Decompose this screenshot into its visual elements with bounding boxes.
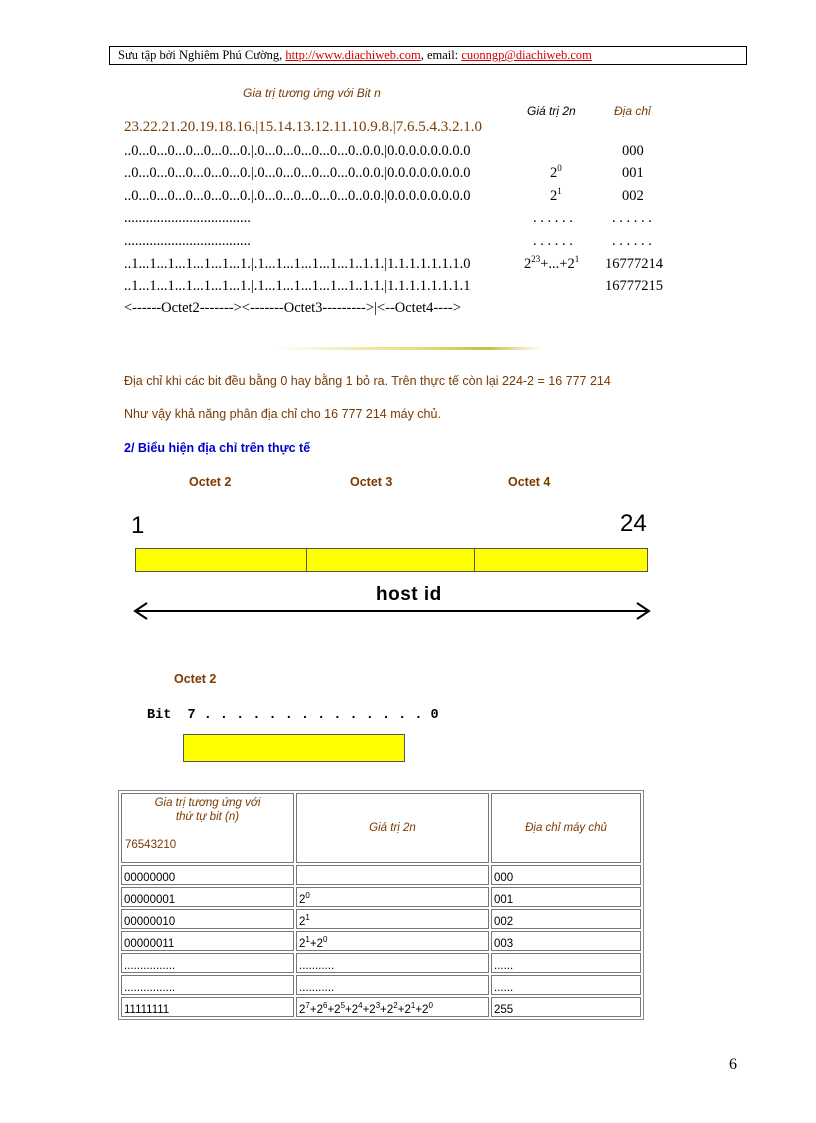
octet2-bits-box: [183, 734, 405, 762]
cell-address: ......: [491, 975, 641, 995]
row-bits-2: ..0...0...0...0...0...0...0.|.0...0...0...0...0...0..0.0.|0.0.0.0.0.0.0.0: [124, 188, 471, 204]
section-title: 2/ Biểu hiện địa chỉ trên thực tế: [124, 441, 311, 455]
octet4-box: [474, 548, 648, 572]
page-header: [109, 46, 747, 65]
cell-address: 000: [491, 865, 641, 885]
table-row: [121, 865, 641, 885]
top-table-caption: Gia trị tương ứng với Bit n: [243, 86, 381, 100]
cell-bits: ................: [121, 953, 294, 973]
diagram-octet-label: Octet 4: [508, 475, 551, 489]
row-addr-ones-2: 16777215: [605, 278, 663, 294]
paragraph-capacity: Như vậy khả năng phân địa chỉ cho 16 777 214 máy chủ.: [124, 407, 441, 421]
cell-address: ......: [491, 953, 641, 973]
table-row: [121, 953, 641, 973]
cell-bits: 11111111: [121, 997, 294, 1017]
cell-address: 255: [491, 997, 641, 1017]
cell-value: [296, 865, 489, 885]
top-table-col-address: Địa chỉ: [614, 104, 651, 118]
row-bits-ones-2: ..1...1...1...1...1...1...1.|.1...1...1...1...1...1..1.1.|1.1.1.1.1.1.1.1: [124, 278, 471, 294]
row-bits-ones-1: ..1...1...1...1...1...1...1.|.1...1...1...1...1...1..1.1.|1.1.1.1.1.1.1.0: [124, 256, 471, 272]
header-cell-value: Giá trị 2n: [296, 793, 489, 863]
bit-value-table: [118, 790, 644, 1020]
cell-value: ...........: [296, 953, 489, 973]
header-email-link[interactable]: cuonngp@diachiweb.com: [461, 48, 592, 62]
row-addr-ones-1: 16777214: [605, 256, 663, 272]
table-row: [121, 997, 641, 1017]
cell-bits: 00000001: [121, 887, 294, 907]
cell-address: 001: [491, 887, 641, 907]
bit-index-header: 23.22.21.20.19.18.16.|15.14.13.12.11.10.9.8.|7.6.5.4.3.2.1.0: [124, 119, 482, 135]
row-value-3: . . . . . .: [533, 210, 573, 226]
row-bits-1: ..0...0...0...0...0...0...0.|.0...0...0...0...0...0..0.0.|0.0.0.0.0.0.0.0: [124, 165, 471, 181]
cell-value: ...........: [296, 975, 489, 995]
header-cell-address: Địa chỉ máy chủ: [491, 793, 641, 863]
diagram-octet-label: Octet 3: [350, 475, 393, 489]
row-value-2: $2^1$: [550, 186, 562, 204]
octet2-box: [135, 548, 307, 572]
top-table-col-value: Giá trị 2n: [527, 104, 576, 118]
cell-address: 002: [491, 909, 641, 929]
octet-span-line: <------Octet2-------><-------Octet3--------->|<--Octet4---->: [124, 300, 461, 316]
cell-bits: 00000000: [121, 865, 294, 885]
decorative-divider: [272, 347, 542, 350]
row-addr-2: 002: [622, 188, 644, 204]
bit-range-label: Bit 7 . . . . . . . . . . . . . . 0: [147, 708, 439, 723]
cell-value: $2^7+2^6+2^5+2^4+2^3+2^2+2^1+2^0$: [296, 997, 489, 1017]
paragraph-excluded-addresses: Địa chỉ khi các bit đều bằng 0 hay bằng 1 bỏ ra. Trên thực tế còn lại 224-2 = 16 777 214: [124, 374, 611, 388]
diagram-end-bit: 24: [620, 510, 647, 537]
header-email-label: , email:: [420, 48, 462, 62]
table-row: [121, 931, 641, 951]
host-id-label: host id: [376, 584, 442, 605]
row-bits-4: ...................................: [124, 233, 251, 249]
page-number: 6: [729, 1056, 737, 1073]
row-addr-4: . . . . . .: [612, 233, 652, 249]
row-bits-3: ...................................: [124, 210, 251, 226]
row-addr-1: 001: [622, 165, 644, 181]
table-row: [121, 975, 641, 995]
header-url-link[interactable]: http://www.diachiweb.com: [285, 48, 421, 62]
row-value-ones-1: $2^{23}+...+2^1$: [524, 254, 580, 272]
cell-value: $2^1+2^0$: [296, 931, 489, 951]
row-addr-3: . . . . . .: [612, 210, 652, 226]
cell-bits: 00000010: [121, 909, 294, 929]
row-addr-0: 000: [622, 143, 644, 159]
row-value-4: . . . . . .: [533, 233, 573, 249]
header-credit: Sưu tập bởi Nghiêm Phú Cường,: [118, 48, 286, 62]
row-bits-0: ..0...0...0...0...0...0...0.|.0...0...0...0...0...0..0.0.|0.0.0.0.0.0.0.0: [124, 143, 471, 159]
diagram-octet-label: Octet 2: [189, 475, 232, 489]
table-header-row: [121, 793, 641, 863]
diagram2-octet-label: Octet 2: [174, 672, 217, 686]
cell-address: 003: [491, 931, 641, 951]
cell-value: $2^0$: [296, 887, 489, 907]
row-value-1: $2^0$: [550, 163, 562, 181]
table-row: [121, 909, 641, 929]
cell-bits: ................: [121, 975, 294, 995]
table-row: [121, 887, 641, 907]
cell-value: $2^1$: [296, 909, 489, 929]
octet3-box: [306, 548, 475, 572]
diagram-start-bit: 1: [131, 512, 145, 539]
header-cell-bit-order: Gia trị tương ứng với thứ tự bit (n) 76543210: [121, 793, 294, 863]
cell-bits: 00000011: [121, 931, 294, 951]
